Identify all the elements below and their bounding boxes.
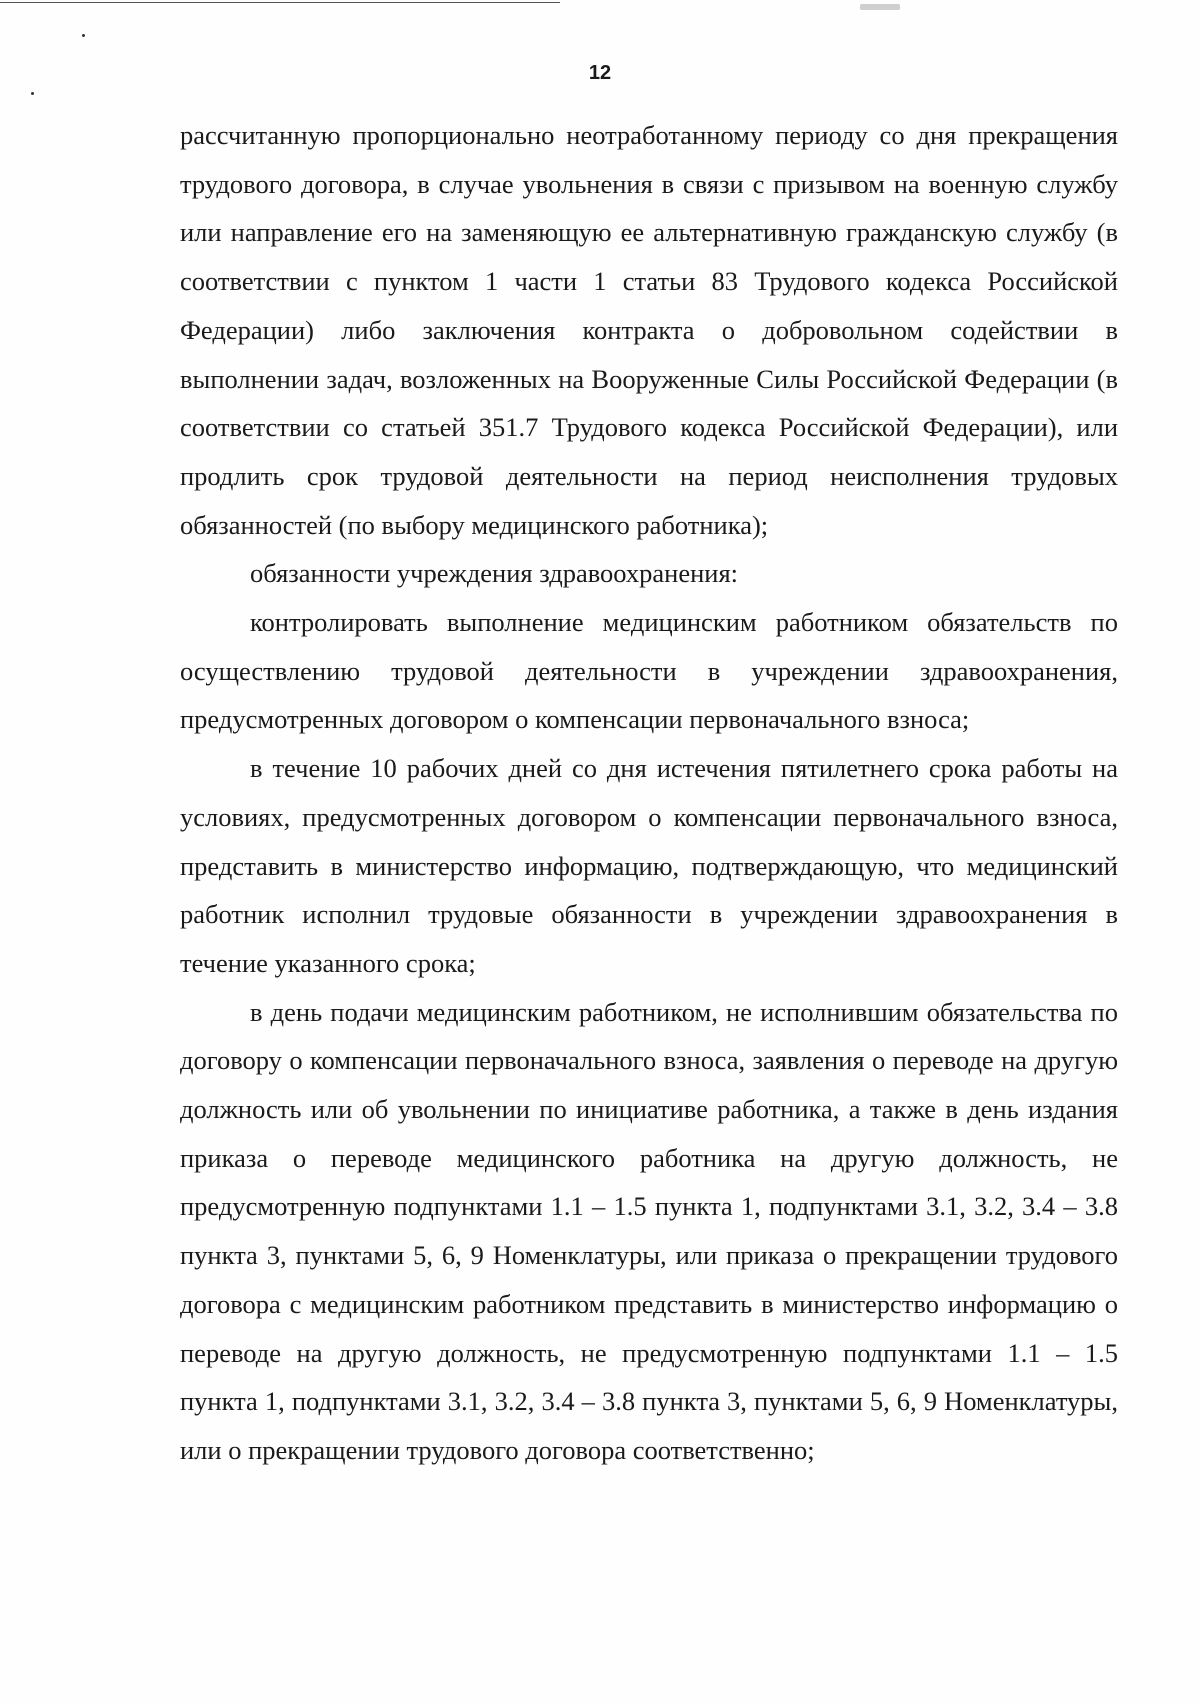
scan-artifact-line	[0, 2, 560, 3]
paragraph-report-within-10-days: в течение 10 рабочих дней со дня истечения пятилетнего срока работы на условиях, предусмотренных договором о компенсации первоначального взноса, представить в министерство информацию, подтверждающую, что медицинский работник исполнил трудовые обязанности в учреждении здравоохранения в течение указанного срока;	[180, 753, 1118, 978]
paragraph-continuation: рассчитанную пропорционально неотработанному периоду со дня прекращения трудового договора, в случае увольнения в связи с призывом на военную службу или направление его на заменяющую ее альтернативную гражданскую службу (в соответствии с пунктом 1 части 1 статьи 83 Трудового кодекса Российской Федерации) либо заключения контракта о добровольном содействии в выполнении задач, возложенных на Вооруженные Силы Российской Федерации (в соответствии со статьей 351.7 Трудового кодекса Российской Федерации), или продлить срок трудовой деятельности на период неисполнения трудовых обязанностей (по выбору медицинского работника);	[180, 120, 1118, 540]
scan-artifact-dot	[82, 34, 85, 37]
page-number: 12	[588, 62, 612, 84]
document-body	[180, 111, 1118, 1475]
paragraph-control-obligations: контролировать выполнение медицинским работником обязательств по осуществлению трудовой деятельности в учреждении здравоохранения, предусмотренных договором о компенсации первоначального взноса;	[180, 607, 1118, 735]
paragraph-institution-duties-heading: обязанности учреждения здравоохранения:	[250, 558, 739, 589]
scan-artifact-dot	[31, 92, 34, 95]
scan-artifact-smudge	[860, 4, 900, 10]
paragraph-report-on-transfer-or-dismissal: в день подачи медицинским работником, не исполнившим обязательства по договору о компенсации первоначального взноса, заявления о переводе на другую должность или об увольнении по инициативе работника, а также в день издания приказа о переводе медицинского работника на другую должность, не предусмотренную подпунктами 1.1 – 1.5 пункта 1, подпунктами 3.1, 3.2, 3.4 – 3.8 пункта 3, пунктами 5, 6, 9 Номенклатуры, или приказа о прекращении трудового договора с медицинским работником представить в министерство информацию о переводе на другую должность, не предусмотренную подпунктами 1.1 – 1.5 пункта 1, подпунктами 3.1, 3.2, 3.4 – 3.8 пункта 3, пунктами 5, 6, 9 Номенклатуры, или о прекращении трудового договора соответственно;	[180, 996, 1118, 1465]
